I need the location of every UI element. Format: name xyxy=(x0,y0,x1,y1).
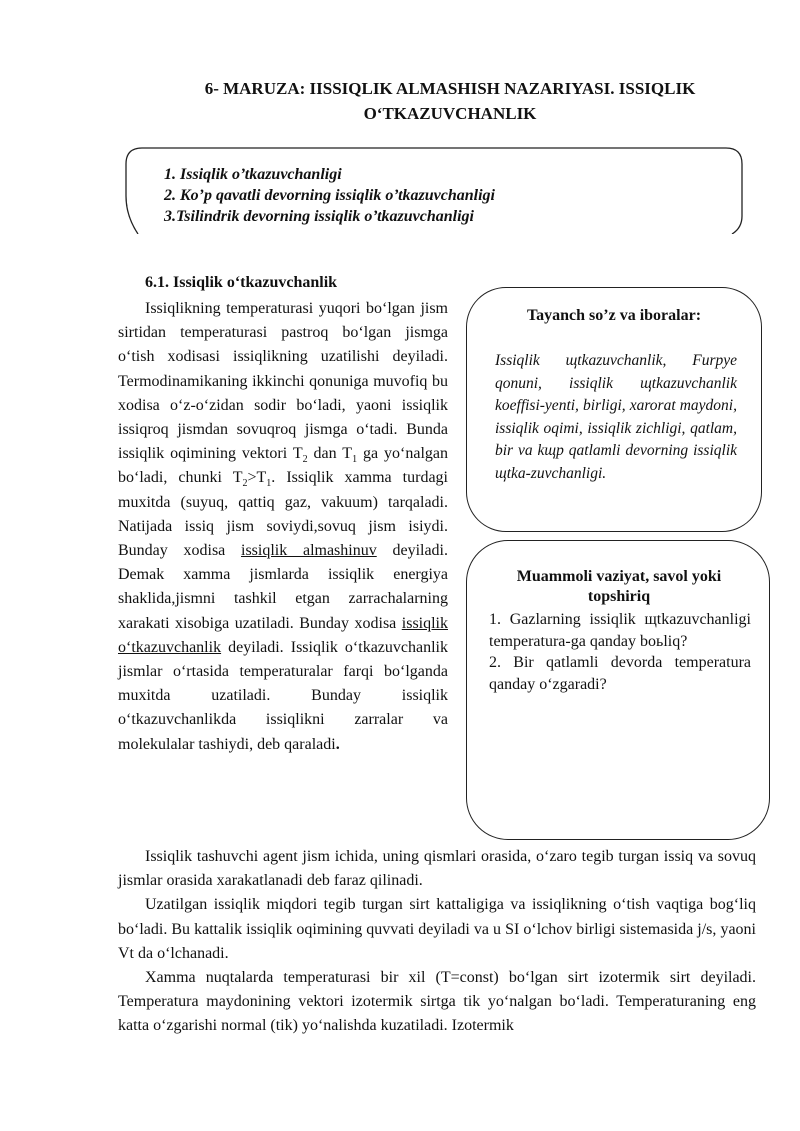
keywords-title: Tayanch so’z va iboralar: xyxy=(526,307,702,324)
section-heading: 6.1. Issiqlik o‘tkazuvchanlik xyxy=(145,274,338,291)
term-heat-conduction: issiqlik o‘tkazuvchanlik xyxy=(118,614,448,656)
question-1: 1. Gazlarning issiqlik щtkazuvchanligi temperatura-ga qanday boьliq? xyxy=(489,611,751,650)
paragraph-4: Xamma nuqtalarda temperaturasi bir xil (T=const) bo‘lgan sirt izotermik sirt deyiladi. Temperatura maydonining vektori izotermik sirtga tik yo‘nalgan bo‘ladi. Temperaturaning eng katta o‘zgarishi normal (tik) yo‘nalishda kuzatiladi. Izotermik xyxy=(118,969,756,1035)
toc-item-1: 1. Issiqlik o’tkazuvchanligi xyxy=(164,166,342,183)
toc-list xyxy=(164,164,495,227)
intro-column xyxy=(118,297,448,757)
toc-box xyxy=(124,146,744,234)
toc-item-3: 3.Tsilindrik devorning issiqlik o’tkazuvchanligi xyxy=(164,208,474,225)
problem-questions xyxy=(489,609,751,695)
paragraph-3: Uzatilgan issiqlik miqdori tegib turgan sirt kattaligiga va issiqlikning o‘tish vaqtiga bog‘liq bo‘ladi. Bu kattalik issiqlik oqimining quvvati deyiladi va u SI o‘lchov birligi sistemasida j/s, yaoni Vt da o‘lchanadi. xyxy=(118,896,756,962)
paragraph-1: Issiqlikning temperaturasi yuqori bo‘lgan jism sirtidan temperaturasi pastroq bo‘lgan jismga o‘tish xodisasi issiqlikning uzatilishi deyiladi. Termodinamikaning ikkinchi qonuniga muvofiq bu xodisa o‘z-o‘zidan sodir bo‘ladi, yaoni issiqlik issiqroq jismdan sovuqroq jismga o‘tadi. Bunda issiqlik oqimining vektori $T_2$ dan $T_1$ ga yo‘nalgan bo‘ladi, chunki $T_2>T_1$. Issiqlik xamma turdagi muxitda (suyuq, qattiq gaz, vakuum) tarqaladi. Natijada issiq jism soviydi,sovuq jism isiydi. Bunday xodisa issiqlik almashinuv deyiladi. Demak xamma jismlarda issiqlik energiya shaklida,jismni tashkil etgan zarrachalarning xarakati xisobiga uzatiladi. Bunday xodisa issiqlik o‘tkazuvchanlik deyiladi. Issiqlik o‘tkazuvchanlik jismlar o‘rtasida temperaturalar farqi bo‘lganda muxitda uzatiladi. Bunday issiqlik o‘tkazuvchanlikda issiqlikni zarralar va molekulalar tashiydi, deb qaraladi. xyxy=(118,300,448,753)
body-text xyxy=(118,845,756,1039)
keywords-box xyxy=(466,287,762,532)
page-title: 6- MARUZA: IISSIQLIK ALMASHISH NAZARIYASI. ISSIQLIK O‘TKAZUVCHANLIK xyxy=(204,79,696,123)
problem-title: Muammoli vaziyat, savol yoki topshiriq xyxy=(516,568,722,605)
question-2: 2. Bir qatlamli devorda temperatura qanday o‘zgaradi? xyxy=(489,654,751,693)
keywords-text: Issiqlik щtkazuvchanlik, Furpye qonuni, issiqlik щtkazuvchanlik koeffisi-yenti, birligi, xarorat maydoni, issiqlik oqimi, issiqlik zichligi, qatlam, bir va kщp qatlamli devorning issiqlik щtka-zuvchanligi. xyxy=(495,352,737,482)
toc-item-2: 2. Ko’p qavatli devorning issiqlik o’tkazuvchanligi xyxy=(164,187,495,204)
problem-box xyxy=(466,540,770,840)
term-heat-exchange: issiqlik almashinuv xyxy=(241,542,377,560)
paragraph-2: Issiqlik tashuvchi agent jism ichida, uning qismlari orasida, o‘zaro tegib turgan issiq va sovuq jismlar orasida xarakatlanadi deb faraz qilinadi. xyxy=(118,848,756,890)
